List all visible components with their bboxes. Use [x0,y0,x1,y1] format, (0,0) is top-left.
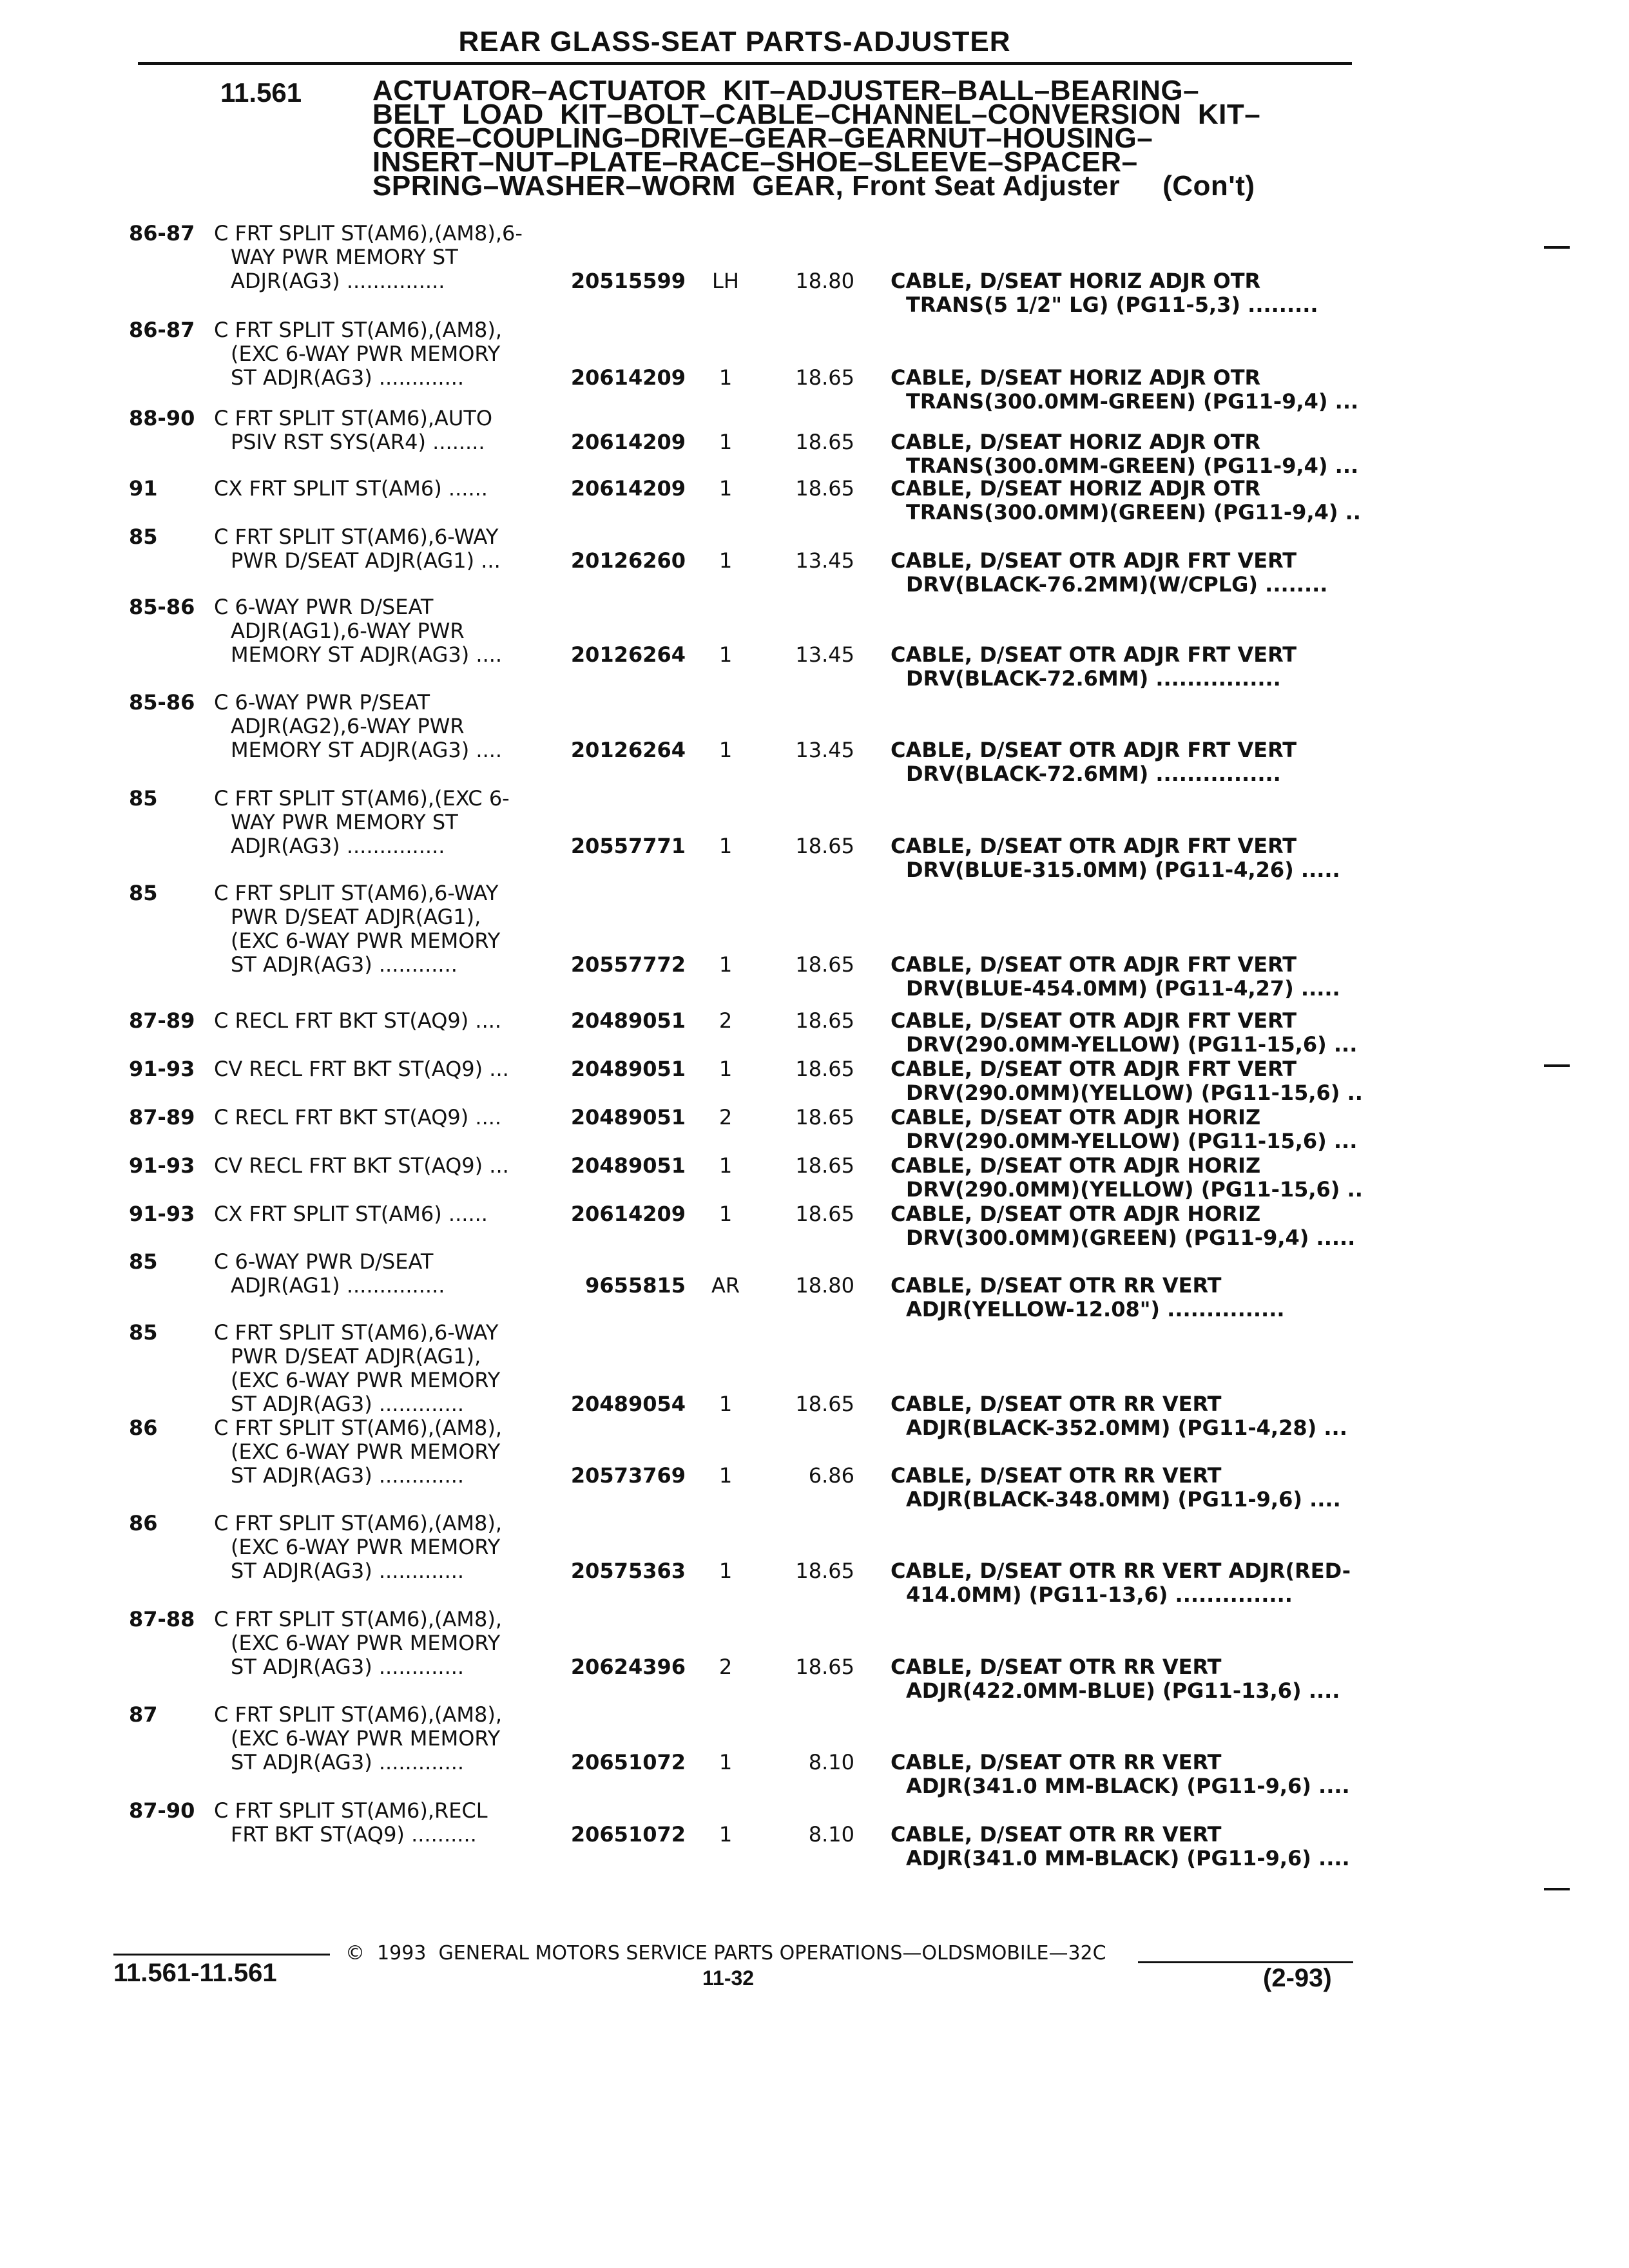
part-description [891,1106,1357,1153]
description-line: ST ADJR(AG3) ............. [231,1559,465,1583]
description-line: ADJR(AG3) ............... [231,834,445,858]
description-line: WAY PWR MEMORY ST [231,245,458,269]
price: 6.86 [808,1463,854,1488]
model-years: 86-87 [129,221,195,245]
description-line: (EXC 6-WAY PWR MEMORY [231,1368,501,1392]
quantity: 1 [718,548,733,573]
quantity: 1 [718,1153,733,1178]
part-description [891,366,1358,414]
description-line: ST ADJR(AG3) ............ [231,952,458,977]
part-description [891,269,1318,317]
heading-line: INSERT–NUT–PLATE–RACE–SHOE–SLEEVE–SPACER– [372,146,1138,178]
description-line: C RECL FRT BKT ST(AQ9) .... [214,1008,502,1033]
price: 13.45 [795,548,854,573]
price: 18.65 [795,1008,854,1033]
description-line: (EXC 6-WAY PWR MEMORY [231,928,501,953]
part-number: 20126264 [570,738,686,762]
part-number: 20614209 [570,476,686,501]
description-line: (EXC 6-WAY PWR MEMORY [231,1439,501,1464]
part-number: 20489054 [570,1392,686,1416]
description-line: C RECL FRT BKT ST(AQ9) .... [214,1105,502,1129]
description-line: CV RECL FRT BKT ST(AQ9) ... [214,1057,509,1081]
part-description-line: DRV(BLACK-72.6MM) ................ [906,666,1281,691]
description-line: PWR D/SEAT ADJR(AG1), [231,1344,481,1369]
price: 18.80 [795,1273,854,1298]
description-line: C FRT SPLIT ST(AM6),6-WAY [214,524,499,549]
price: 18.65 [795,1057,854,1081]
price: 18.65 [795,952,854,977]
price: 18.65 [795,430,854,454]
part-description-line: CABLE, D/SEAT OTR ADJR FRT VERT [891,738,1297,762]
description-line: C FRT SPLIT ST(AM6),RECL [214,1798,488,1823]
part-description-line: 414.0MM) (PG11-13,6) ............... [906,1582,1293,1607]
margin-tick [1544,1888,1570,1890]
heading-line: ACTUATOR–ACTUATOR KIT–ADJUSTER–BALL–BEARING– [372,75,1200,106]
margin-tick [1544,246,1570,249]
part-description-line: ADJR(422.0MM-BLUE) (PG11-13,6) .... [906,1678,1340,1703]
part-description-line: CABLE, D/SEAT OTR RR VERT [891,1655,1222,1679]
part-description-line: DRV(BLACK-72.6MM) ................ [906,762,1281,786]
description-line: C FRT SPLIT ST(AM6),(EXC 6- [214,786,510,811]
description-line: C FRT SPLIT ST(AM6),(AM8), [214,1416,502,1440]
part-number: 20651072 [570,1822,686,1847]
part-description-line: TRANS(300.0MM-GREEN) (PG11-9,4) ... [906,389,1359,414]
description-line: PSIV RST SYS(AR4) ........ [231,430,485,454]
footer-page-number: 11-32 [702,1966,755,1990]
price: 13.45 [795,738,854,762]
description-line: C 6-WAY PWR D/SEAT [214,1249,434,1274]
model-years: 91-93 [129,1057,195,1081]
part-description-line: CABLE, D/SEAT OTR RR VERT [891,1273,1222,1298]
description-line: CX FRT SPLIT ST(AM6) ...... [214,1202,488,1226]
part-description-line: ADJR(BLACK-348.0MM) (PG11-9,6) .... [906,1487,1341,1512]
model-years: 85 [129,881,158,905]
model-years: 85-86 [129,690,195,715]
description-line: ST ADJR(AG3) ............. [231,1655,465,1679]
quantity: 1 [718,952,733,977]
quantity: AR [711,1273,740,1298]
description-line: C FRT SPLIT ST(AM6),(AM8),6- [214,221,523,245]
model-years: 86 [129,1511,158,1535]
part-number: 20489051 [570,1105,686,1129]
description-line: (EXC 6-WAY PWR MEMORY [231,1535,501,1559]
description-line: ADJR(AG1),6-WAY PWR [231,619,465,643]
part-number: 20557772 [570,952,686,977]
quantity: LH [712,269,739,293]
description-line: C FRT SPLIT ST(AM6),6-WAY [214,1320,499,1345]
section-number: 11.561 [220,77,302,108]
price: 18.65 [795,1153,854,1178]
part-description-line: CABLE, D/SEAT OTR RR VERT [891,1750,1222,1774]
model-years: 86 [129,1416,158,1440]
quantity: 1 [718,1822,733,1847]
part-description [891,1202,1355,1250]
page-title: REAR GLASS-SEAT PARTS-ADJUSTER [458,26,1011,57]
part-description-line: TRANS(5 1/2" LG) (PG11-5,3) ......... [906,293,1318,317]
part-description-line: CABLE, D/SEAT OTR ADJR FRT VERT [891,952,1297,977]
part-description-line: CABLE, D/SEAT HORIZ ADJR OTR [891,476,1261,501]
description-line: C FRT SPLIT ST(AM6),(AM8), [214,1511,502,1535]
price: 18.65 [795,476,854,501]
description-line: CV RECL FRT BKT ST(AQ9) ... [214,1153,509,1178]
part-description [891,477,1361,524]
part-description-line: CABLE, D/SEAT OTR ADJR FRT VERT [891,642,1297,667]
model-years: 85 [129,786,158,811]
part-number: 20651072 [570,1750,686,1774]
model-years: 87-90 [129,1798,195,1823]
description-line: ADJR(AG3) ............... [231,269,445,293]
description-line: C 6-WAY PWR P/SEAT [214,690,430,715]
part-description-line: CABLE, D/SEAT OTR ADJR HORIZ [891,1202,1261,1226]
price: 18.65 [795,1105,854,1129]
price: 18.80 [795,269,854,293]
part-description-line: CABLE, D/SEAT OTR ADJR FRT VERT [891,834,1297,858]
description-line: (EXC 6-WAY PWR MEMORY [231,1631,501,1655]
description-line: MEMORY ST ADJR(AG3) .... [231,642,503,667]
part-number: 20573769 [570,1463,686,1488]
quantity: 1 [718,1750,733,1774]
model-years: 91-93 [129,1153,195,1178]
description-line: (EXC 6-WAY PWR MEMORY [231,1726,501,1751]
footer-rule [113,1954,330,1956]
description-line: C FRT SPLIT ST(AM6),AUTO [214,406,493,430]
quantity: 1 [718,642,733,667]
part-number: 20126260 [570,548,686,573]
description-line: WAY PWR MEMORY ST [231,810,458,834]
description-line: C 6-WAY PWR D/SEAT [214,595,434,619]
price: 13.45 [795,642,854,667]
part-description-line: ADJR(341.0 MM-BLACK) (PG11-9,6) .... [906,1846,1350,1870]
description-line: (EXC 6-WAY PWR MEMORY [231,341,501,366]
part-description-line: DRV(290.0MM)(YELLOW) (PG11-15,6) .. [906,1177,1363,1202]
heading-line: SPRING–WASHER–WORM GEAR, Front Seat Adjuster [372,170,1121,202]
price: 18.65 [795,1655,854,1679]
description-line: C FRT SPLIT ST(AM6),6-WAY [214,881,499,905]
part-description-line: CABLE, D/SEAT OTR RR VERT [891,1392,1222,1416]
description-line: MEMORY ST ADJR(AG3) .... [231,738,503,762]
part-description-line: CABLE, D/SEAT OTR ADJR HORIZ [891,1105,1261,1129]
margin-tick [1544,1064,1570,1067]
part-description-line: DRV(290.0MM-YELLOW) (PG11-15,6) ... [906,1129,1358,1153]
heading-line-last [372,170,1339,202]
part-number: 20126264 [570,642,686,667]
part-description [891,430,1358,478]
part-description [891,953,1340,1001]
part-description-line: DRV(290.0MM-YELLOW) (PG11-15,6) ... [906,1032,1358,1057]
part-description-line: TRANS(300.0MM-GREEN) (PG11-9,4) ... [906,454,1359,478]
quantity: 1 [718,365,733,390]
price: 8.10 [808,1822,854,1847]
part-description [891,1057,1363,1105]
quantity: 1 [718,1463,733,1488]
part-description [891,1751,1350,1798]
model-years: 87-89 [129,1008,195,1033]
description-line: ST ADJR(AG3) ............. [231,1463,465,1488]
part-description [891,1392,1347,1440]
model-years: 85 [129,524,158,549]
quantity: 1 [718,1559,733,1583]
quantity: 1 [718,430,733,454]
part-description-line: DRV(BLUE-454.0MM) (PG11-4,27) ..... [906,976,1340,1001]
description-line: C FRT SPLIT ST(AM6),(AM8), [214,318,502,342]
part-number: 20614209 [570,430,686,454]
part-description [891,1009,1357,1057]
model-years: 87-88 [129,1607,195,1631]
quantity: 2 [718,1105,733,1129]
quantity: 1 [718,834,733,858]
description-line: PWR D/SEAT ADJR(AG1) ... [231,548,501,573]
model-years: 87-89 [129,1105,195,1129]
part-description-line: ADJR(341.0 MM-BLACK) (PG11-9,6) .... [906,1774,1350,1798]
description-line: C FRT SPLIT ST(AM6),(AM8), [214,1607,502,1631]
quantity: 1 [718,1202,733,1226]
model-years: 87 [129,1702,158,1727]
model-years: 91-93 [129,1202,195,1226]
part-description-line: DRV(BLACK-76.2MM)(W/CPLG) ........ [906,572,1328,597]
part-description-line: ADJR(YELLOW-12.08") ............... [906,1297,1285,1321]
model-years: 85 [129,1320,158,1345]
description-line: PWR D/SEAT ADJR(AG1), [231,905,481,929]
model-years: 88-90 [129,406,195,430]
model-years: 86-87 [129,318,195,342]
description-line: C FRT SPLIT ST(AM6),(AM8), [214,1702,502,1727]
part-description [891,643,1296,691]
part-description-line: CABLE, D/SEAT OTR ADJR FRT VERT [891,548,1297,573]
part-number: 20515599 [570,269,686,293]
part-description [891,549,1327,597]
part-number: 20489051 [570,1008,686,1033]
quantity: 1 [718,738,733,762]
footer-section-range: 11.561-11.561 [113,1959,277,1987]
part-description [891,1154,1363,1202]
part-number: 20614209 [570,365,686,390]
part-description-line: ADJR(BLACK-352.0MM) (PG11-4,28) ... [906,1416,1347,1440]
part-description-line: CABLE, D/SEAT OTR RR VERT ADJR(RED- [891,1559,1351,1583]
part-number: 20557771 [570,834,686,858]
model-years: 85 [129,1249,158,1274]
quantity: 1 [718,1057,733,1081]
heading-line: BELT LOAD KIT–BOLT–CABLE–CHANNEL–CONVERSION KIT– [372,99,1261,130]
description-line: FRT BKT ST(AQ9) .......... [231,1822,477,1847]
price: 18.65 [795,1559,854,1583]
header-rule [138,62,1352,65]
part-description-line: DRV(300.0MM)(GREEN) (PG11-9,4) ..... [906,1225,1356,1250]
description-line: ADJR(AG2),6-WAY PWR [231,714,465,738]
part-number: 20624396 [570,1655,686,1679]
quantity: 2 [718,1008,733,1033]
footer-copyright: © 1993 GENERAL MOTORS SERVICE PARTS OPERATIONS—OLDSMOBILE—32C [345,1942,1106,1965]
part-description-line: CABLE, D/SEAT OTR RR VERT [891,1463,1222,1488]
section-heading [372,75,1339,202]
price: 18.65 [795,1392,854,1416]
part-description-line: CABLE, D/SEAT HORIZ ADJR OTR [891,269,1261,293]
part-description [891,1559,1351,1607]
description-line: ST ADJR(AG3) ............. [231,365,465,390]
footer-rule [1138,1961,1353,1963]
part-description [891,1655,1340,1703]
model-years: 91 [129,476,158,501]
description-line: ADJR(AG1) ............... [231,1273,445,1298]
quantity: 2 [718,1655,733,1679]
part-description [891,738,1296,786]
price: 18.65 [795,834,854,858]
part-description [891,834,1340,882]
part-description-line: TRANS(300.0MM)(GREEN) (PG11-9,4) .. [906,500,1361,524]
price: 8.10 [808,1750,854,1774]
part-number: 20614209 [570,1202,686,1226]
price: 18.65 [795,365,854,390]
model-years: 85-86 [129,595,195,619]
footer-date: (2-93) [1263,1964,1332,1992]
quantity: 1 [718,1392,733,1416]
part-description-line: DRV(BLUE-315.0MM) (PG11-4,26) ..... [906,858,1340,882]
price: 18.65 [795,1202,854,1226]
part-description-line: CABLE, D/SEAT OTR ADJR HORIZ [891,1153,1261,1178]
part-description-line: DRV(290.0MM)(YELLOW) (PG11-15,6) .. [906,1081,1363,1105]
part-number: 20575363 [570,1559,686,1583]
heading-line: CORE–COUPLING–DRIVE–GEAR–GEARNUT–HOUSING– [372,122,1153,154]
part-number: 20489051 [570,1057,686,1081]
part-description-line: CABLE, D/SEAT HORIZ ADJR OTR [891,365,1261,390]
part-description [891,1823,1350,1870]
description-line: CX FRT SPLIT ST(AM6) ...... [214,476,488,501]
description-line: ST ADJR(AG3) ............. [231,1392,465,1416]
continued-label: (Con't) [1162,170,1255,202]
part-description [891,1274,1285,1321]
part-description-line: CABLE, D/SEAT OTR RR VERT [891,1822,1222,1847]
part-description-line: CABLE, D/SEAT OTR ADJR FRT VERT [891,1008,1297,1033]
part-description-line: CABLE, D/SEAT HORIZ ADJR OTR [891,430,1261,454]
part-number: 9655815 [585,1273,686,1298]
quantity: 1 [718,476,733,501]
description-line: ST ADJR(AG3) ............. [231,1750,465,1774]
part-description-line: CABLE, D/SEAT OTR ADJR FRT VERT [891,1057,1297,1081]
part-number: 20489051 [570,1153,686,1178]
part-description [891,1464,1341,1512]
